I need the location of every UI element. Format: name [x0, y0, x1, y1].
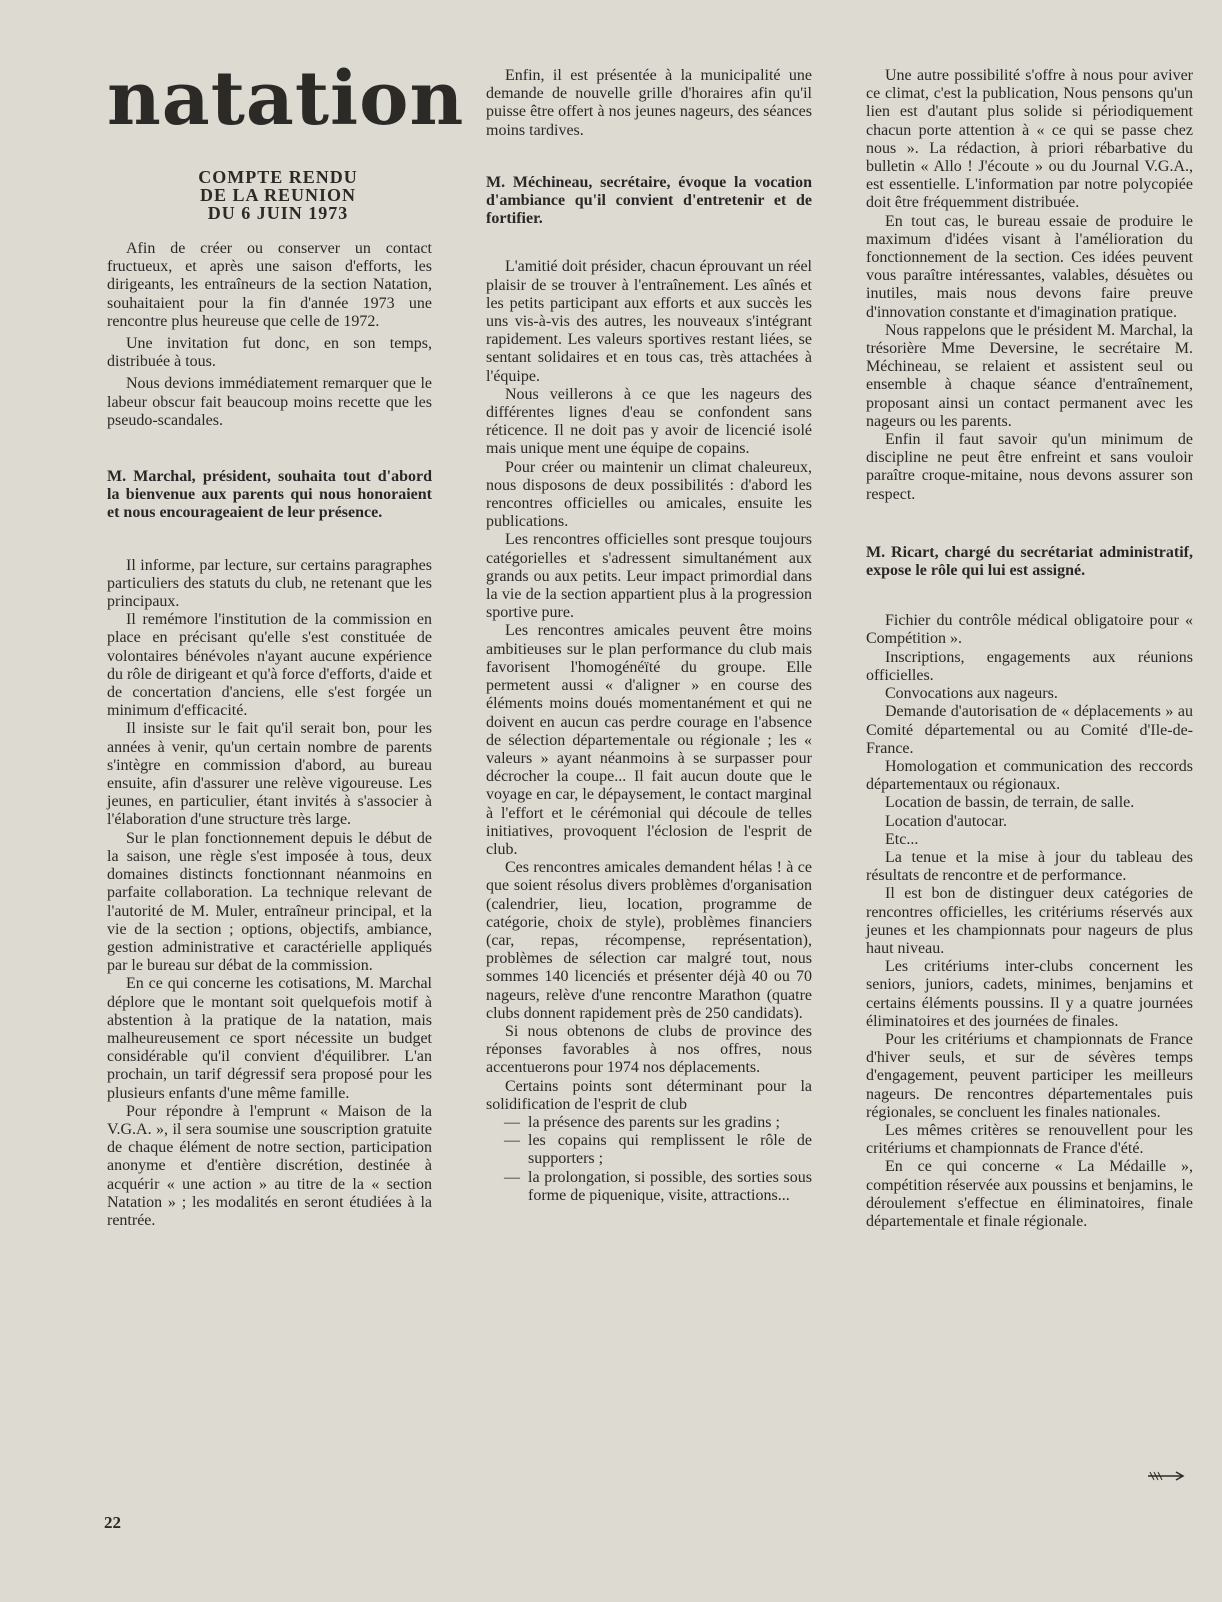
- dash-marker: —: [504, 1168, 520, 1186]
- paragraph: Pour répondre à l'emprunt « Maison de la V.G.A. », il sera soumise une souscription gratuite de chaque élément de notre section, participation anonyme et d'entière discrétion, destinée à acquérir « une action » au titre de la « section Natation » ; les modalités en seront étudiées à la rentrée.: [107, 1102, 432, 1229]
- paragraph: Certains points sont déterminant pour la solidification de l'esprit de club: [486, 1077, 812, 1113]
- paragraph: En ce qui concerne « La Médaille », compétition réservée aux poussins et benjamins, le déroulement s'effectue en éliminatoires, finale départementale et finale régionale.: [866, 1158, 1193, 1230]
- paragraph: Les rencontres amicales peuvent être moins ambitieuses sur le plan performance du club mais favorisent l'homogénéïté du groupe. Elle permetent aussi « d'aligner » en course des éléments moins doués momentanément et qui ne doivent en aucun cas perdre courage en l'absence de sélection départementale ou régionale ; les « valeurs » ayant néanmoins à se surpasser pour décrocher la coupe... Il fait aucun doute que le voyage en car, le dépaysement, le contact marginal à l'effort et le cérémonial qui découle de telles initiatives, provoquent l'éclosion de l'esprit de club.: [486, 622, 812, 858]
- paragraph: Enfin, il est présentée à la municipalité une demande de nouvelle grille d'horaires afin qu'il puisse être offert à nos jeunes nageurs, des séances moins tardives.: [486, 67, 812, 139]
- list-item: [486, 1132, 812, 1168]
- paragraph: Convocations aux nageurs.: [885, 685, 1058, 703]
- list-item-text: la présence des parents sur les gradins ;: [528, 1113, 780, 1131]
- paragraph: Afin de créer ou conserver un contact fructueux, et après une saison d'efforts, les dirigeants, les entraîneurs de la section Natation, souhaitaient pour la fin d'année 1973 une rencontre plus heureuse que celle de 1972.: [107, 240, 432, 330]
- subtitle-line: DE LA REUNION: [199, 185, 357, 205]
- paragraph: Demande d'autorisation de « déplacements » au Comité départemental ou au Comité d'Ile-de-France.: [866, 703, 1193, 757]
- section-heading-mechineau: M. Méchineau, secrétaire, évoque la vocation d'ambiance qu'il convient d'entretenir et de fortifier.: [486, 173, 812, 228]
- subtitle-line: DU 6 JUIN 1973: [207, 203, 349, 223]
- paragraph: Sur le plan fonctionnement depuis le début de la saison, une règle s'est imposée à tous, deux domaines distincts fonctionnant néanmoins en parfaite collaboration. La technique relevant de l'autorité de M. Muler, entraîneur principal, et la vie de la section ; options, objectifs, ambiance, gestion administrative et caractérielle appliqués par le bureau sur débat de la commission.: [107, 829, 432, 975]
- column-3: [866, 67, 1193, 1231]
- paragraph: Il insiste sur le fait qu'il serait bon, pour les années à venir, qu'un certain nombre de parents s'intègre en commission d'abord, au bureau ensuite, afin d'assurer une relève vigoureuse. Les jeunes, en particulier, étant invités à s'associer à l'élaboration d'une structure très large.: [107, 720, 432, 829]
- column-1: [107, 240, 432, 1230]
- list-item-text: les copains qui remplissent le rôle de supporters ;: [528, 1132, 812, 1168]
- paragraph: Location de bassin, de terrain, de salle.: [885, 794, 1135, 812]
- paragraph: Fichier du contrôle médical obligatoire pour « Compétition ».: [866, 612, 1193, 648]
- list-item-text: la prolongation, si possible, des sorties sous forme de piquenique, visite, attractions...: [528, 1168, 812, 1204]
- paragraph: Les rencontres officielles sont presque toujours catégorielles et s'adressent simultanément aux grands ou aux petits. Leur impact primordial dans la vie de la section appartient plus à la progression sportive pure.: [486, 531, 812, 622]
- continued-arrow-icon: [1146, 1470, 1186, 1482]
- paragraph: Si nous obtenons de clubs de province des réponses favorables à nos offres, nous accentuerons pour 1974 nos déplacements.: [486, 1022, 812, 1077]
- paragraph: Homologation et communication des reccords départementaux ou régionaux.: [866, 757, 1193, 794]
- article-title: natation: [107, 56, 465, 142]
- dash-marker: —: [504, 1132, 520, 1150]
- paragraph: Inscriptions, engagements aux réunions officielles.: [866, 648, 1193, 684]
- club-spirit-list: [486, 1114, 812, 1205]
- dash-marker: —: [504, 1113, 520, 1131]
- paragraph: Il informe, par lecture, sur certains paragraphes particuliers des statuts du club, ne retenant que les principaux.: [107, 556, 432, 611]
- paragraph: Il est bon de distinguer deux catégories de rencontres officielles, les critériums réservés aux jeunes et les championnats pour nageurs de plus haut niveau.: [866, 885, 1193, 957]
- section-heading-marchal: M. Marchal, président, souhaita tout d'abord la bienvenue aux parents qui nous honoraient et nous encourageaient de leur présence.: [107, 468, 432, 522]
- paragraph: Il remémore l'institution de la commission en place en précisant qu'elle s'est constituée de volontaires bénévoles n'ayant aucune expérience du rôle de dirigeant et qu'à force d'efforts, d'aide et de concertation d'anciens, elle s'est forgée un minimum d'efficacité.: [107, 611, 432, 720]
- paragraph: Une invitation fut donc, en son temps, distribuée à tous.: [107, 335, 432, 371]
- list-item: [486, 1114, 812, 1132]
- paragraph: Une autre possibilité s'offre à nous pour aviver ce climat, c'est la publication, Nous pensons qu'un lien est d'autant plus solide si périodiquement chacun porte attention à « ce qui se passe chez nous ». La rédaction, à priori rébarbative du bulletin « Allo ! J'écoute » ou du Journal V.G.A., est essentielle. L'information par notre polycopiée doit être fréquemment distribuée.: [866, 67, 1193, 212]
- paragraph: Nous devions immédiatement remarquer que le labeur obscur fait beaucoup moins recette que les pseudo-scandales.: [107, 375, 432, 429]
- paragraph: En tout cas, le bureau essaie de produire le maximum d'idées visant à l'amélioration du fonctionnement de la section. Ces idées peuvent vous paraître intéressantes, valables, désuètes ou inutiles, mais nous devons faire preuve d'innovation constante et d'imagination pratique.: [866, 212, 1193, 321]
- paragraph: L'amitié doit présider, chacun éprouvant un réel plaisir de se trouver à l'entraînement. Les aînés et les petits participant aux efforts et aux succès les uns vis-à-vis des autres, les nouveaux s'intégrant rapidement. Les valeurs sportives restant liées, se sentant solidaires et en tous cas, très attachées à l'équipe.: [486, 258, 812, 385]
- paragraph: Location d'autocar.: [885, 812, 1007, 830]
- paragraph: La tenue et la mise à jour du tableau des résultats de rencontre et de performance.: [866, 848, 1193, 885]
- paragraph: Les critériums inter-clubs concernent les seniors, juniors, cadets, minimes, benjamins et certains éléments poussins. Il y a quatre journées éliminatoires et des journées de finales.: [866, 958, 1193, 1030]
- paragraph: Les mêmes critères se renouvellent pour les critériums et championnats de France d'été.: [866, 1121, 1193, 1158]
- paragraph: Nous rappelons que le président M. Marchal, la trésorière Mme Deversine, le secrétaire M. Méchineau, se relaient et assistent seul ou ensemble à chaque séance d'entraînement, proposant ainsi un contact permanent avec les nageurs ou les parents.: [866, 321, 1193, 430]
- article-subtitle: [178, 168, 378, 222]
- paragraph: Enfin il faut savoir qu'un minimum de discipline ne peut être enfreint et sans vouloir paraître croque-mitaine, nous devons assurer son respect.: [866, 431, 1193, 503]
- paragraph: Etc...: [885, 830, 919, 848]
- paragraph: Nous veillerons à ce que les nageurs des différentes lignes d'eau se confondent sans réticence. Il ne doit pas y avoir de licencié isolé mais unique ment une équipe de copains.: [486, 385, 812, 458]
- paragraph: Pour les critériums et championnats de France d'hiver seuls, et sur de sévères temps d'engagement, peuvent participer les meilleurs nageurs. De rencontres départementales puis régionales, se concluent les finales nationales.: [866, 1030, 1193, 1121]
- list-item: [486, 1169, 812, 1205]
- subtitle-line: COMPTE RENDU: [198, 167, 358, 187]
- page-number: 22: [104, 1513, 121, 1532]
- paragraph: En ce qui concerne les cotisations, M. Marchal déplore que le montant soit quelquefois motif à abstention à la pratique de la natation, mais malheureusement ce sport nécessite un budget considérable qu'il convient d'équilibrer. L'an prochain, un tarif dégressif sera proposé pour les plusieurs enfants d'une même famille.: [107, 975, 432, 1102]
- column-2: [486, 67, 812, 1205]
- paragraph: Ces rencontres amicales demandent hélas ! à ce que soient résolus divers problèmes d'organisation (calendrier, lieu, location, programme de catégorie, choix de style), problèmes financiers (car, repas, récompense, représentation), problèmes de sélection car malgré tout, nous sommes 140 licenciés et présenter déjà 40 ou 70 nageurs, relève d'une rencontre Marathon (quatre clubs donnent rapidement près de 250 candidats).: [486, 859, 812, 1022]
- section-heading-ricart: M. Ricart, chargé du secrétariat administratif, expose le rôle qui lui est assigné.: [866, 543, 1193, 580]
- paragraph: Pour créer ou maintenir un climat chaleureux, nous disposons de deux possibilités : d'abord les rencontres officielles ou amicales, ensuite les publications.: [486, 458, 812, 531]
